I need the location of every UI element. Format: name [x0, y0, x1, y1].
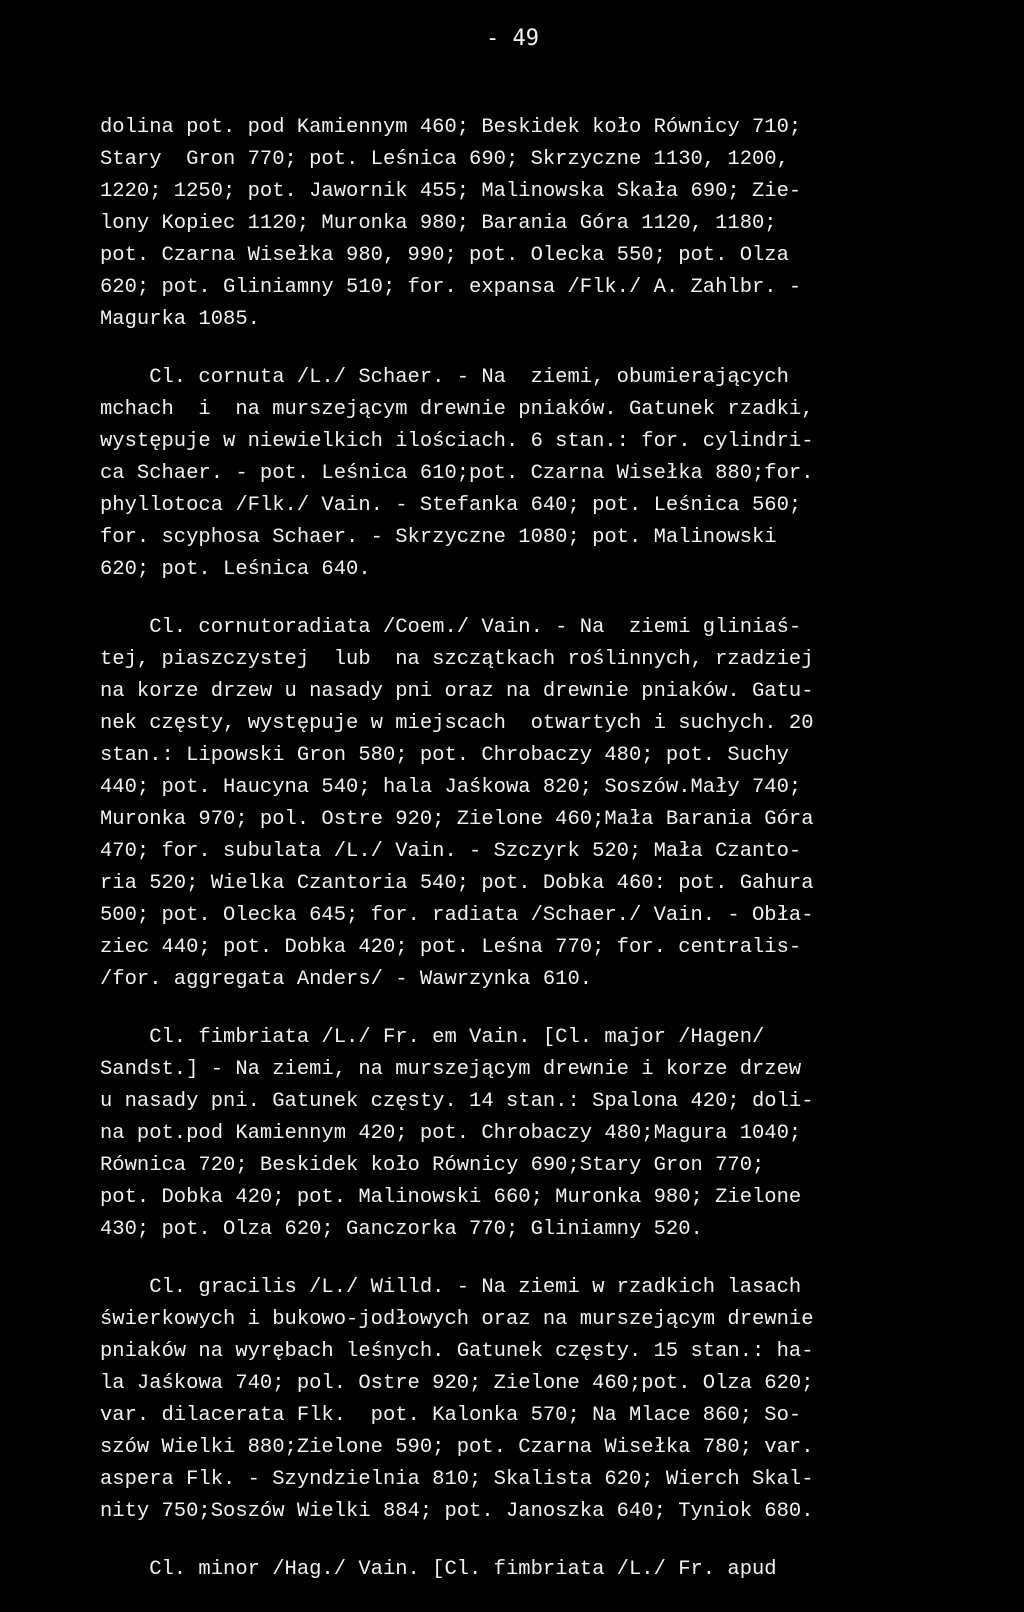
paragraph-cl-gracilis	[100, 1272, 1000, 1528]
text-line: Cl. fimbriata /L./ Fr. em Vain. [Cl. major /Hagen/	[100, 1026, 765, 1049]
text-line: aspera Flk. - Szyndzielnia 810; Skalista 620; Wierch Skal-	[100, 1468, 814, 1491]
page-number: - 49	[486, 26, 539, 51]
text-line: Cl. cornuta /L./ Schaer. - Na ziemi, obumierających	[100, 366, 789, 389]
text-line: Cl. gracilis /L./ Willd. - Na ziemi w rzadkich lasach	[100, 1276, 802, 1299]
text-line: pot. Czarna Wisełka 980, 990; pot. Olecka 550; pot. Olza	[100, 244, 789, 267]
text-line: na korze drzew u nasady pni oraz na drewnie pniaków. Gatu-	[100, 680, 814, 703]
text-line: 470; for. subulata /L./ Vain. - Szczyrk 520; Mała Czanto-	[100, 840, 802, 863]
text-line: /for. aggregata Anders/ - Wawrzynka 610.	[100, 968, 593, 991]
text-line: Cl. minor /Hag./ Vain. [Cl. fimbriata /L./ Fr. apud	[100, 1558, 777, 1581]
text-line: nity 750;Soszów Wielki 884; pot. Janoszka 640; Tyniok 680.	[100, 1500, 814, 1523]
text-line: u nasady pni. Gatunek częsty. 14 stan.: Spalona 420; doli-	[100, 1090, 814, 1113]
text-line: for. scyphosa Schaer. - Skrzyczne 1080; pot. Malinowski	[100, 526, 777, 549]
text-line: dolina pot. pod Kamiennym 460; Beskidek koło Równicy 710;	[100, 116, 802, 139]
text-line: Muronka 970; pol. Ostre 920; Zielone 460;Mała Barania Góra	[100, 808, 814, 831]
paragraph-cl-cornuta	[100, 362, 1000, 586]
text-line: pniaków na wyrębach leśnych. Gatunek częsty. 15 stan.: ha-	[100, 1340, 814, 1363]
text-line: phyllotoca /Flk./ Vain. - Stefanka 640; pot. Leśnica 560;	[100, 494, 802, 517]
paragraph-cl-minor	[100, 1554, 1000, 1586]
text-line: 1220; 1250; pot. Jawornik 455; Malinowska Skała 690; Zie-	[100, 180, 802, 203]
text-line: var. dilacerata Flk. pot. Kalonka 570; Na Mlace 860; So-	[100, 1404, 802, 1427]
text-line: Równica 720; Beskidek koło Równicy 690;Stary Gron 770;	[100, 1154, 765, 1177]
text-line: 440; pot. Haucyna 540; hala Jaśkowa 820; Soszów.Mały 740;	[100, 776, 802, 799]
text-line: la Jaśkowa 740; pol. Ostre 920; Zielone 460;pot. Olza 620;	[100, 1372, 814, 1395]
text-line: mchach i na murszejącym drewnie pniaków. Gatunek rzadki,	[100, 398, 814, 421]
text-line: lony Kopiec 1120; Muronka 980; Barania Góra 1120, 1180;	[100, 212, 777, 235]
document-body	[100, 112, 1000, 1612]
paragraph-cl-fimbriata	[100, 1022, 1000, 1246]
text-line: 500; pot. Olecka 645; for. radiata /Schaer./ Vain. - Obła-	[100, 904, 814, 927]
text-line: występuje w niewielkich ilościach. 6 stan.: for. cylindri-	[100, 430, 814, 453]
text-line: Cl. cornutoradiata /Coem./ Vain. - Na ziemi gliniaś-	[100, 616, 802, 639]
text-line: Sandst.] - Na ziemi, na murszejącym drewnie i korze drzew	[100, 1058, 802, 1081]
text-line: pot. Dobka 420; pot. Malinowski 660; Muronka 980; Zielone	[100, 1186, 802, 1209]
text-line: ziec 440; pot. Dobka 420; pot. Leśna 770; for. centralis-	[100, 936, 802, 959]
text-line: nek częsty, występuje w miejscach otwartych i suchych. 20	[100, 712, 814, 735]
paragraph-cl-cornutoradiata	[100, 612, 1000, 996]
paragraph-dolina	[100, 112, 1000, 336]
text-line: świerkowych i bukowo-jodłowych oraz na murszejącym drewnie	[100, 1308, 814, 1331]
text-line: ria 520; Wielka Czantoria 540; pot. Dobka 460: pot. Gahura	[100, 872, 814, 895]
text-line: na pot.pod Kamiennym 420; pot. Chrobaczy 480;Magura 1040;	[100, 1122, 802, 1145]
text-line: szów Wielki 880;Zielone 590; pot. Czarna Wisełka 780; var.	[100, 1436, 814, 1459]
text-line: tej, piaszczystej lub na szczątkach roślinnych, rzadziej	[100, 648, 814, 671]
text-line: Magurka 1085.	[100, 308, 260, 331]
text-line: 620; pot. Gliniamny 510; for. expansa /Flk./ A. Zahlbr. -	[100, 276, 802, 299]
text-line: 620; pot. Leśnica 640.	[100, 558, 371, 581]
text-line: stan.: Lipowski Gron 580; pot. Chrobaczy 480; pot. Suchy	[100, 744, 789, 767]
text-line: Stary Gron 770; pot. Leśnica 690; Skrzyczne 1130, 1200,	[100, 148, 789, 171]
text-line: 430; pot. Olza 620; Ganczorka 770; Gliniamny 520.	[100, 1218, 703, 1241]
text-line: ca Schaer. - pot. Leśnica 610;pot. Czarna Wisełka 880;for.	[100, 462, 814, 485]
